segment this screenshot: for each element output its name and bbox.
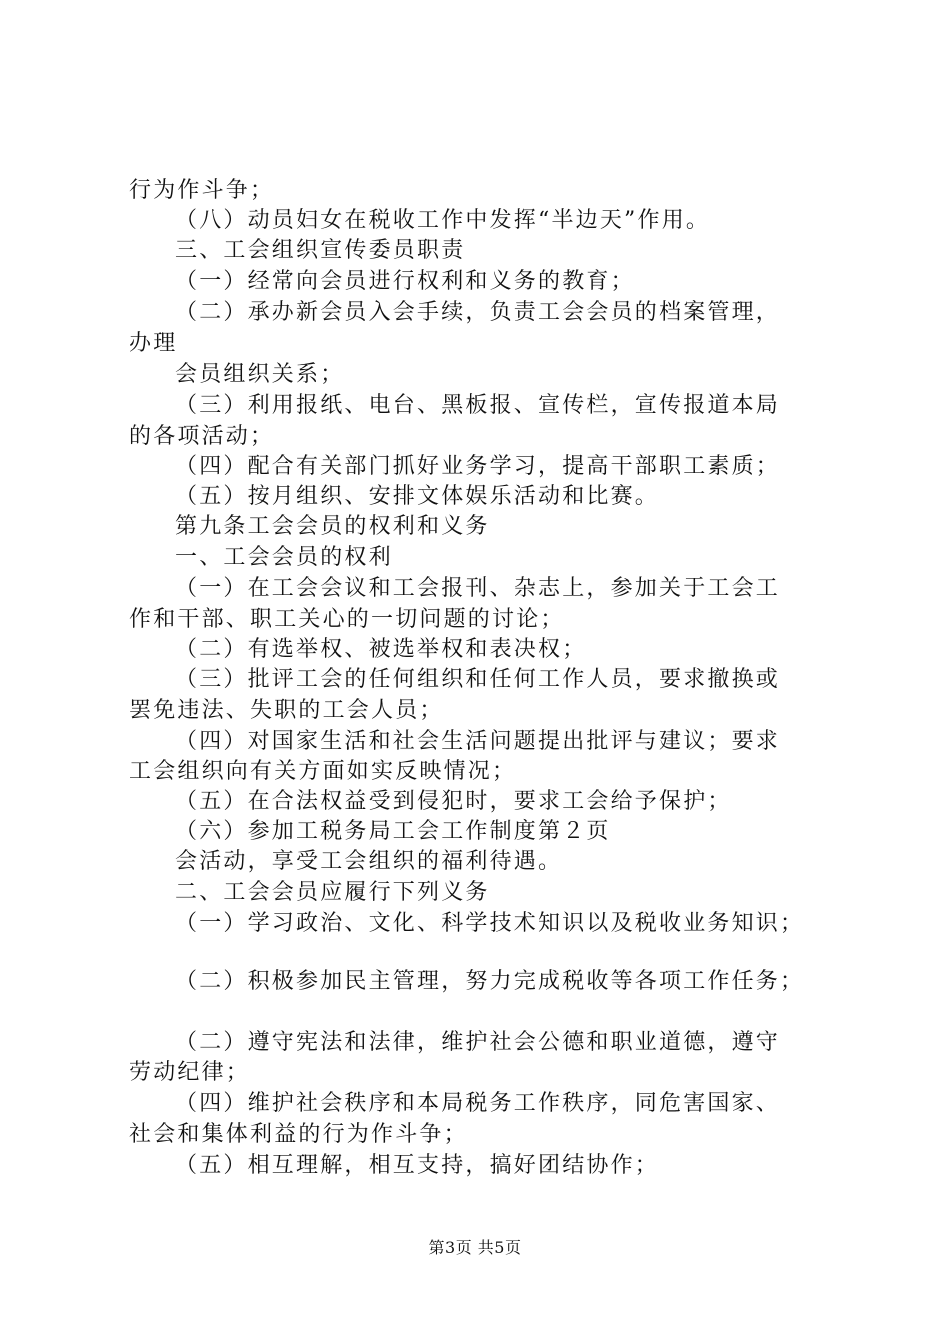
text-line: （二）积极参加民主管理，努力完成税收等各项工作任务；	[175, 969, 805, 994]
text-line: 劳动纪律；	[129, 1060, 251, 1085]
text-line: （五）相互理解，相互支持，搞好团结协作；	[175, 1153, 660, 1178]
text-line: （四）配合有关部门抓好业务学习，提高干部职工素质；	[175, 454, 781, 479]
section-heading: 二、工会会员应履行下列义务	[175, 880, 490, 905]
text-line: 的各项活动；	[129, 424, 275, 449]
text-line: 会活动，享受工会组织的福利待遇。	[175, 849, 563, 874]
text-line: （一）学习政治、文化、科学技术知识以及税收业务知识；	[175, 911, 805, 936]
text-line: 会员组织关系；	[175, 362, 345, 387]
text-line: （六）参加工税务局工会工作制度第２页	[175, 819, 611, 844]
text-line: （二）遵守宪法和法律，维护社会公德和职业道德，遵守	[175, 1030, 781, 1055]
text-line: （三）利用报纸、电台、黑板报、宣传栏，宣传报道本局	[175, 393, 781, 418]
text-line: （一）经常向会员进行权利和义务的教育；	[175, 269, 635, 294]
text-line: 办理	[129, 331, 178, 356]
text-line: （二）承办新会员入会手续，负责工会会员的档案管理，	[175, 300, 781, 325]
page-footer: 第3页 共5页	[428, 1238, 522, 1257]
text-line: （四）对国家生活和社会生活问题提出批评与建议；要求	[175, 729, 781, 754]
text-line: 作和干部、职工关心的一切问题的讨论；	[129, 607, 565, 632]
article-heading: 第九条工会会员的权利和义务	[175, 514, 490, 539]
text-line: （五）在合法权益受到侵犯时，要求工会给予保护；	[175, 789, 732, 814]
text-line: （三）批评工会的任何组织和任何工作人员，要求撤换或	[175, 667, 781, 692]
section-heading: 三、工会组织宣传委员职责	[175, 238, 466, 263]
text-line: （五）按月组织、安排文体娱乐活动和比赛。	[175, 484, 660, 509]
text-line: 行为作斗争；	[129, 178, 275, 203]
section-heading: 一、工会会员的权利	[175, 545, 393, 570]
text-line: 罢免违法、失职的工会人员；	[129, 698, 444, 723]
text-line: 社会和集体利益的行为作斗争；	[129, 1122, 468, 1147]
text-line: （二）有选举权、被选举权和表决权；	[175, 637, 587, 662]
text-line: （一）在工会会议和工会报刊、杂志上，参加关于工会工	[175, 576, 781, 601]
text-line: 工会组织向有关方面如实反映情况；	[129, 759, 517, 784]
text-line: （四）维护社会秩序和本局税务工作秩序，同危害国家、	[175, 1091, 781, 1116]
text-line: （八）动员妇女在税收工作中发挥“半边天”作用。	[175, 208, 711, 233]
